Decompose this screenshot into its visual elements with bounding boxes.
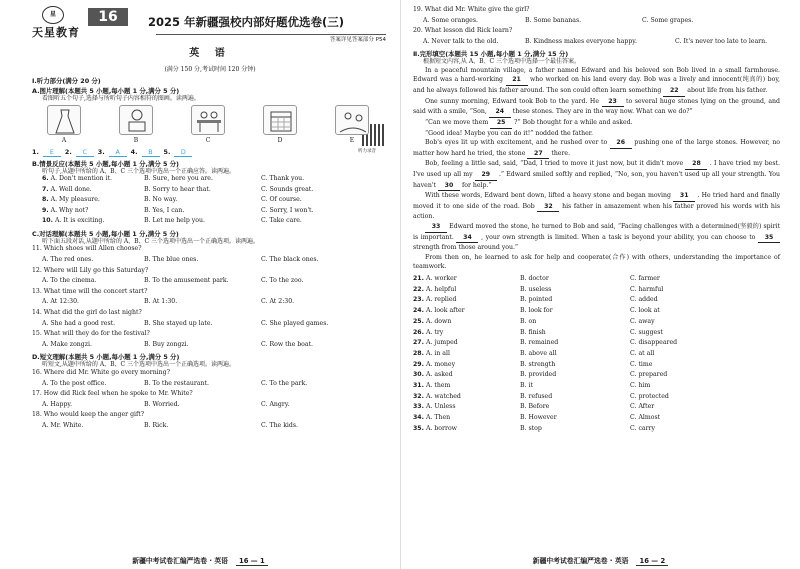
picture-label: D	[277, 136, 283, 144]
option-b[interactable]: B. No way.	[144, 196, 178, 204]
option-c[interactable]: C. him	[630, 381, 651, 389]
option-row	[413, 350, 780, 361]
option-row	[413, 296, 780, 307]
option-b[interactable]: B. it	[520, 381, 533, 389]
cloze-options	[413, 275, 780, 435]
exam-meta: (满分 150 分,考试时间 120 分钟)	[164, 65, 256, 73]
cloze-blank[interactable]: 24	[489, 107, 511, 118]
option-a[interactable]	[32, 217, 144, 228]
answer-blank[interactable]: D	[174, 148, 192, 157]
option-a[interactable]	[413, 329, 520, 340]
option-a[interactable]	[413, 393, 520, 404]
option-a[interactable]	[32, 175, 144, 186]
option-b[interactable]: B. Before	[520, 403, 550, 411]
passage-text: there.	[551, 149, 571, 157]
option-a[interactable]	[413, 425, 520, 436]
question-number: 22.	[413, 285, 424, 293]
option-row	[32, 380, 388, 391]
question-text: 16. Where did Mr. White go every morning?	[32, 368, 170, 376]
passage-text: pushing one of the large stones. However, no matter how hard he tried, the stone	[413, 139, 781, 157]
passage-paragraph	[413, 159, 780, 191]
option-row	[413, 361, 780, 372]
passage-text: In a peaceful mountain village, a father named Edward and his beloved son Bob lived in a small farmhouse.	[425, 66, 780, 74]
page-footer	[401, 557, 800, 565]
option-a[interactable]	[413, 307, 520, 318]
picture-b	[112, 105, 160, 147]
option-row	[32, 341, 388, 352]
option-b[interactable]: B. provided	[520, 371, 557, 379]
option-c[interactable]: C. To the park.	[261, 379, 308, 387]
option-text: A. helpful	[425, 285, 457, 293]
option-text: A. Don't mention it.	[50, 175, 112, 182]
passage-text: who worked on his land every day. Bob was a lively and innocent(纯真的) boy, and he always followed his father around. The son could often learn something	[413, 76, 780, 95]
option-b[interactable]: B. Sorry to hear that.	[144, 185, 211, 193]
option-row	[413, 286, 780, 297]
section-c-title: C.对话理解(本题共 5 小题,每小题 1 分,满分 5 分)	[32, 229, 179, 238]
header	[32, 4, 388, 48]
question-number: 29.	[413, 360, 424, 368]
question-number: 24.	[413, 307, 424, 315]
option-b[interactable]: B. Yes, I can.	[144, 206, 185, 214]
option-text: A. Why not?	[50, 206, 89, 214]
option-row	[32, 207, 388, 218]
option-c[interactable]: C. Sounds great.	[261, 185, 314, 193]
option-a[interactable]: A. Mr. White.	[42, 421, 84, 429]
option-c[interactable]: C. suggest	[630, 328, 663, 336]
option-a[interactable]: A. Never talk to the old.	[423, 37, 499, 45]
option-b[interactable]: B. To the amusement park.	[144, 277, 229, 285]
question-number: 1.	[32, 148, 39, 156]
option-row	[32, 401, 388, 412]
section-b-title: B.情景反应(本题共 5 小题,每小题 1 分,满分 5 分)	[32, 159, 179, 168]
cloze-blank[interactable]: 25	[490, 118, 512, 129]
option-b[interactable]: B. However	[520, 414, 557, 421]
picture-label: B	[133, 136, 139, 144]
answer-blank[interactable]: E	[43, 148, 61, 157]
passage-text: . He tried hard and finally moved it to one side of the road. Bob	[413, 192, 781, 210]
answer-blank[interactable]: C	[76, 148, 94, 157]
option-row	[32, 196, 388, 207]
cloze-blank[interactable]: 35	[758, 233, 780, 244]
option-row	[413, 17, 780, 28]
option-row	[32, 217, 388, 228]
option-row	[413, 275, 780, 286]
option-b[interactable]: B. doctor	[520, 275, 549, 283]
section-a-title: A.图片理解(本题共 5 小题,每小题 1 分,满分 5 分)	[32, 87, 180, 95]
question-number: 32.	[413, 392, 424, 400]
cloze-blank[interactable]: 33	[425, 222, 447, 233]
section-c-instructions: 听下面五段对话,从题中所给的 A、B、C 三个选项中选出一个正确选项。读两遍。	[42, 237, 260, 245]
cloze-blank[interactable]: 26	[610, 138, 632, 149]
option-c[interactable]: C. Row the boat.	[261, 340, 314, 348]
option-row	[413, 371, 780, 382]
option-b[interactable]: B. Sure, here you are.	[144, 175, 213, 182]
paper-number-badge: 16	[88, 8, 128, 26]
question-number: 23.	[413, 296, 424, 304]
passage-paragraph	[413, 97, 780, 118]
question-number: 34.	[413, 414, 424, 421]
question-number: 25.	[413, 317, 424, 325]
question-number: 26.	[413, 328, 424, 336]
option-text: A. money	[425, 360, 456, 368]
question-text: 13. What time will the concert start?	[32, 287, 148, 295]
option-b[interactable]: B. Rick.	[144, 421, 169, 429]
passage-paragraph	[413, 138, 780, 159]
question-number: 33.	[413, 403, 424, 411]
option-c[interactable]: C. The kids.	[261, 421, 299, 429]
passage-paragraph	[413, 222, 780, 253]
question-number: 31.	[413, 381, 424, 389]
option-a[interactable]	[32, 196, 144, 207]
option-c[interactable]: C. at all	[630, 349, 655, 357]
option-b[interactable]: B. At 1:30.	[144, 298, 178, 306]
cloze-blank[interactable]: 30	[438, 181, 460, 192]
option-c[interactable]: C. Sorry, I won't.	[261, 206, 314, 214]
option-row	[413, 425, 780, 436]
passage-text: One sunny morning, Edward took Bob to the yard. He	[425, 97, 599, 105]
cloze-blank[interactable]: 34	[456, 233, 478, 244]
option-c[interactable]: C. look at	[630, 307, 660, 315]
option-b[interactable]: B. Buy zongzi.	[144, 340, 189, 348]
option-row	[413, 382, 780, 393]
option-b[interactable]: B. above all	[520, 349, 557, 357]
section-d-title: D.短文理解(本题共 5 小题,每小题 1 分,满分 5 分)	[32, 353, 180, 362]
option-c[interactable]: C. After	[630, 403, 655, 411]
question-number: 21.	[413, 275, 424, 283]
option-a[interactable]: A. Happy.	[42, 400, 73, 408]
option-c[interactable]: C. prepared	[630, 371, 668, 379]
option-b[interactable]: B. She stayed up late.	[144, 319, 213, 327]
option-row	[32, 277, 388, 288]
option-row	[413, 339, 780, 350]
option-text: A. replied	[425, 296, 457, 304]
cloze-blank[interactable]: 21	[506, 75, 528, 86]
logo-mark: 星	[42, 6, 64, 24]
option-c[interactable]: C. She played games.	[261, 319, 329, 327]
passage-text: Edward moved the stone, he turned to Bob and said, “Facing challenges with a determined(坚毅的) spirit is important.	[413, 223, 781, 241]
passage-text: to several huge stones lying on the ground, and said with a smile, “Son,	[413, 97, 781, 116]
option-b[interactable]: B. on	[520, 317, 537, 325]
option-row	[413, 307, 780, 318]
option-text: A. jumped	[425, 339, 458, 347]
option-c[interactable]: C. away	[630, 317, 655, 325]
option-c[interactable]: C. Take care.	[261, 217, 302, 225]
picture-a	[40, 105, 88, 147]
passage-text: his father in amazement when his father proved his words with his action.	[413, 202, 780, 221]
passage-text: Bob, feeling a little sad, said, “Dad, I tried to move it just now, but it didn't move	[425, 160, 684, 168]
passage-text: . I have tried my best. I've used up all my	[413, 160, 780, 178]
cloze-blank[interactable]: 31	[673, 191, 695, 202]
option-a[interactable]: A. At 12:30.	[42, 298, 80, 306]
answer-blank[interactable]: B	[142, 148, 160, 157]
passage-text: With these words, Edward bent down, lifted a heavy stone and began moving	[425, 192, 671, 200]
option-text: A. worker	[425, 275, 457, 283]
option-row	[32, 422, 388, 433]
picture-row	[32, 103, 388, 147]
option-row	[413, 414, 780, 425]
question-text: 18. Who would keep the anger gift?	[32, 411, 145, 419]
option-row	[32, 298, 388, 309]
option-row	[413, 403, 780, 414]
option-a[interactable]	[413, 296, 520, 307]
page-footer	[0, 557, 400, 565]
option-text: A. watched	[425, 392, 461, 400]
option-text: A. them	[425, 381, 451, 389]
passage-text: , your own strength is limited. When a task is beyond your ability, you can choose to	[481, 233, 756, 241]
option-a[interactable]	[413, 350, 520, 361]
option-a[interactable]: A. To the cinema.	[42, 277, 97, 285]
option-text: A. in all	[425, 349, 450, 357]
question-number: 2.	[64, 148, 72, 156]
passage-text: these stones. They are in the way now. What can we do?”	[512, 108, 693, 116]
cloze-blank[interactable]: 28	[685, 159, 707, 170]
question-number: 35.	[413, 424, 424, 432]
question-number: 3.	[97, 148, 105, 156]
question-number: 5.	[163, 148, 171, 156]
footer-page-number: 16 — 1	[236, 557, 268, 566]
option-c[interactable]: C. disappeared	[630, 339, 678, 347]
reading-boy-icon	[119, 105, 153, 135]
passage-text: Edward was a hard-working	[413, 76, 504, 84]
cloze-blank[interactable]: 22	[663, 86, 685, 97]
section-d-instructions: 听短文,从题中所给的 A、B、C 三个选项中选出一个正确选项。读两遍。	[42, 361, 236, 369]
cloze-blank[interactable]: 29	[475, 170, 497, 181]
passage-text: strength from those around you.”	[413, 244, 519, 252]
option-text: A. Well done.	[50, 185, 92, 193]
passage-text: Bob's eyes lit up with excitement, and he rushed over to	[425, 139, 608, 147]
passage-paragraph	[413, 129, 780, 139]
option-b[interactable]: B. To the restaurant.	[144, 379, 209, 387]
option-text: A. borrow	[425, 424, 457, 432]
dress-icon	[47, 105, 81, 135]
question-number: 9.	[42, 206, 49, 214]
passage-text: for help.”	[461, 181, 492, 189]
option-a[interactable]	[413, 382, 520, 393]
cloze-blank[interactable]: 32	[537, 202, 559, 213]
option-b[interactable]: B. finish	[520, 328, 546, 336]
option-a[interactable]: A. She had a good rest.	[42, 319, 116, 327]
question-number: 27.	[413, 339, 424, 347]
question-text: 12. Where will Lily go this Saturday?	[32, 266, 149, 274]
option-b[interactable]: B. strength	[520, 360, 556, 368]
passage-text: “Good idea! Maybe you can do it!” nodded the father.	[425, 129, 594, 137]
page-title: 2025 年新疆强校内部好题优选卷(三)	[148, 15, 345, 29]
option-row	[413, 329, 780, 340]
option-row	[413, 38, 780, 49]
option-a[interactable]	[413, 339, 520, 350]
picture-label: C	[205, 136, 211, 144]
question-text: 19. What did Mr. White give the girl?	[413, 6, 530, 13]
option-row	[413, 393, 780, 404]
option-text: A. It is exciting.	[54, 217, 105, 225]
footer-page-number: 16 — 2	[636, 557, 668, 566]
passage-text: ?” Bob thought for a while and asked.	[514, 118, 633, 126]
option-c[interactable]: C. time	[630, 360, 653, 368]
subject-title: 英 语	[189, 48, 231, 59]
section-a-instructions: 看图听五个句子,选择与所听句子内容相符的图画。读两遍。	[42, 95, 200, 102]
option-c[interactable]: C. Thank you.	[261, 175, 305, 182]
option-c[interactable]: C. Some grapes.	[642, 16, 694, 24]
option-b[interactable]: B. refused	[520, 392, 553, 400]
option-a[interactable]	[413, 275, 520, 286]
option-a[interactable]	[413, 361, 520, 372]
question-number: 30.	[413, 371, 424, 379]
option-c[interactable]: C. Almost	[630, 414, 661, 421]
option-text: A. down	[425, 317, 452, 325]
right-page	[400, 0, 800, 569]
option-c[interactable]: C. carry	[630, 424, 656, 432]
option-text: A. try	[425, 328, 444, 336]
picture-label: E	[349, 136, 355, 144]
picture-d	[256, 105, 304, 147]
answer-reference: 答案详见答案部分 P54	[156, 34, 386, 44]
answer-blank[interactable]: A	[109, 148, 127, 157]
option-a[interactable]: A. The red ones.	[42, 256, 94, 264]
option-row	[32, 186, 388, 197]
option-b[interactable]: B. look for	[520, 307, 553, 315]
option-text: A. asked	[425, 371, 453, 379]
option-row	[32, 256, 388, 267]
option-a[interactable]	[32, 186, 144, 197]
option-c[interactable]: C. Of course.	[261, 196, 302, 204]
option-a[interactable]	[413, 403, 520, 414]
picture-label: A	[61, 136, 67, 144]
question-number: 7.	[42, 185, 49, 193]
footer-text: 新疆中考试卷汇编严选卷 · 英语	[532, 556, 629, 565]
passage-paragraph	[413, 66, 780, 97]
question-number: 6.	[42, 175, 49, 182]
listening-continued	[413, 6, 780, 48]
option-c[interactable]: C. farmer	[630, 275, 660, 283]
option-b[interactable]: B. Some bananas.	[525, 16, 582, 24]
cloze-passage	[413, 66, 780, 272]
cloze-blank[interactable]: 23	[602, 97, 624, 108]
option-b[interactable]: B. stop	[520, 424, 542, 432]
option-c[interactable]: C. It's never too late to learn.	[675, 37, 768, 45]
section-b-list	[32, 175, 388, 228]
option-c[interactable]: C. harmful	[630, 285, 664, 293]
option-a[interactable]	[413, 414, 520, 425]
section-d-list	[32, 369, 388, 433]
passage-text: about life from his father.	[687, 87, 768, 95]
option-text: A. My pleasure.	[50, 196, 100, 204]
option-c[interactable]: C. To the zoo.	[261, 277, 304, 285]
question-text: 15. What will they do for the festival?	[32, 330, 150, 338]
option-text: A. look after	[425, 307, 465, 315]
option-b[interactable]: B. Kindness makes everyone happy.	[525, 37, 637, 45]
part2-instructions: 根据短文内容,从 A、B、C 三个选项中选择一个最佳答案。	[423, 58, 581, 66]
option-b[interactable]: B. Worried.	[144, 400, 180, 408]
dining-table-icon	[191, 105, 225, 135]
question-number: 28.	[413, 349, 424, 357]
option-a[interactable]	[413, 318, 520, 329]
option-a[interactable]: A. To the post office.	[42, 379, 107, 387]
logo-text: 天星教育	[32, 26, 80, 39]
qr-label: 听力录音	[358, 149, 376, 154]
part2-title: Ⅱ.完形填空(本题共 15 小题,每小题 1 分,满分 15 分)	[413, 50, 569, 59]
passage-text: “Can we move them	[425, 118, 489, 126]
option-a[interactable]	[32, 207, 144, 218]
part1-title: Ⅰ.听力部分(满分 20 分)	[32, 77, 101, 85]
option-c[interactable]: C. added	[630, 296, 658, 304]
option-b[interactable]: B. Let me help you.	[144, 217, 205, 225]
question-number: 4.	[130, 148, 138, 156]
option-b[interactable]: B. pointed	[520, 296, 553, 304]
option-b[interactable]: B. remained	[520, 339, 559, 347]
question-text: 17. How did Rick feel when he spoke to Mr. White?	[32, 390, 193, 398]
question-text: 14. What did the girl do last night?	[32, 309, 142, 317]
question-text: 20. What lesson did Rick learn?	[413, 27, 513, 35]
option-text: A. Unless	[425, 403, 456, 411]
option-c[interactable]: C. protected	[630, 392, 669, 400]
option-row	[32, 320, 388, 331]
option-a[interactable]: A. Some oranges.	[423, 16, 478, 24]
option-a[interactable]	[413, 371, 520, 382]
option-c[interactable]: C. At 2:30.	[261, 298, 295, 306]
option-b[interactable]: B. The blue ones.	[144, 256, 199, 264]
garden-kids-icon	[335, 105, 369, 135]
publisher-logo	[32, 6, 96, 44]
option-row	[32, 175, 388, 186]
option-c[interactable]: C. Angry.	[261, 400, 290, 408]
passage-paragraph	[413, 191, 780, 222]
option-b[interactable]: B. useless	[520, 285, 552, 293]
passage-text: .” Edward smiled softly and replied, “No, son, you haven't used up all your strength. You haven't	[413, 170, 781, 189]
passage-text: From then on, he learned to ask for help and cooperate(合作) with others, understanding the importance of teamwork.	[413, 253, 780, 271]
question-number: 10.	[42, 217, 53, 225]
section-c-list	[32, 245, 388, 351]
footer-text: 新疆中考试卷汇编严选卷 · 英语	[132, 556, 228, 565]
question-number: 8.	[42, 196, 49, 204]
option-a[interactable]: A. Make zongzi.	[42, 340, 92, 348]
passage-paragraph	[413, 253, 780, 272]
section-b-instructions: 听句子,从题中所给的 A、B、C 三个选项中选出一个正确应答。读两遍。	[42, 167, 236, 175]
option-a[interactable]	[413, 286, 520, 297]
question-text: 11. Which shoes will Allen choose?	[32, 245, 142, 253]
option-row	[413, 318, 780, 329]
cloze-blank[interactable]: 27	[527, 149, 549, 160]
calendar-icon	[263, 105, 297, 135]
option-text: A. Then	[425, 414, 451, 421]
option-c[interactable]: C. The black ones.	[261, 256, 319, 264]
answer-row	[32, 147, 388, 158]
passage-paragraph	[413, 118, 780, 129]
picture-c	[184, 105, 232, 147]
